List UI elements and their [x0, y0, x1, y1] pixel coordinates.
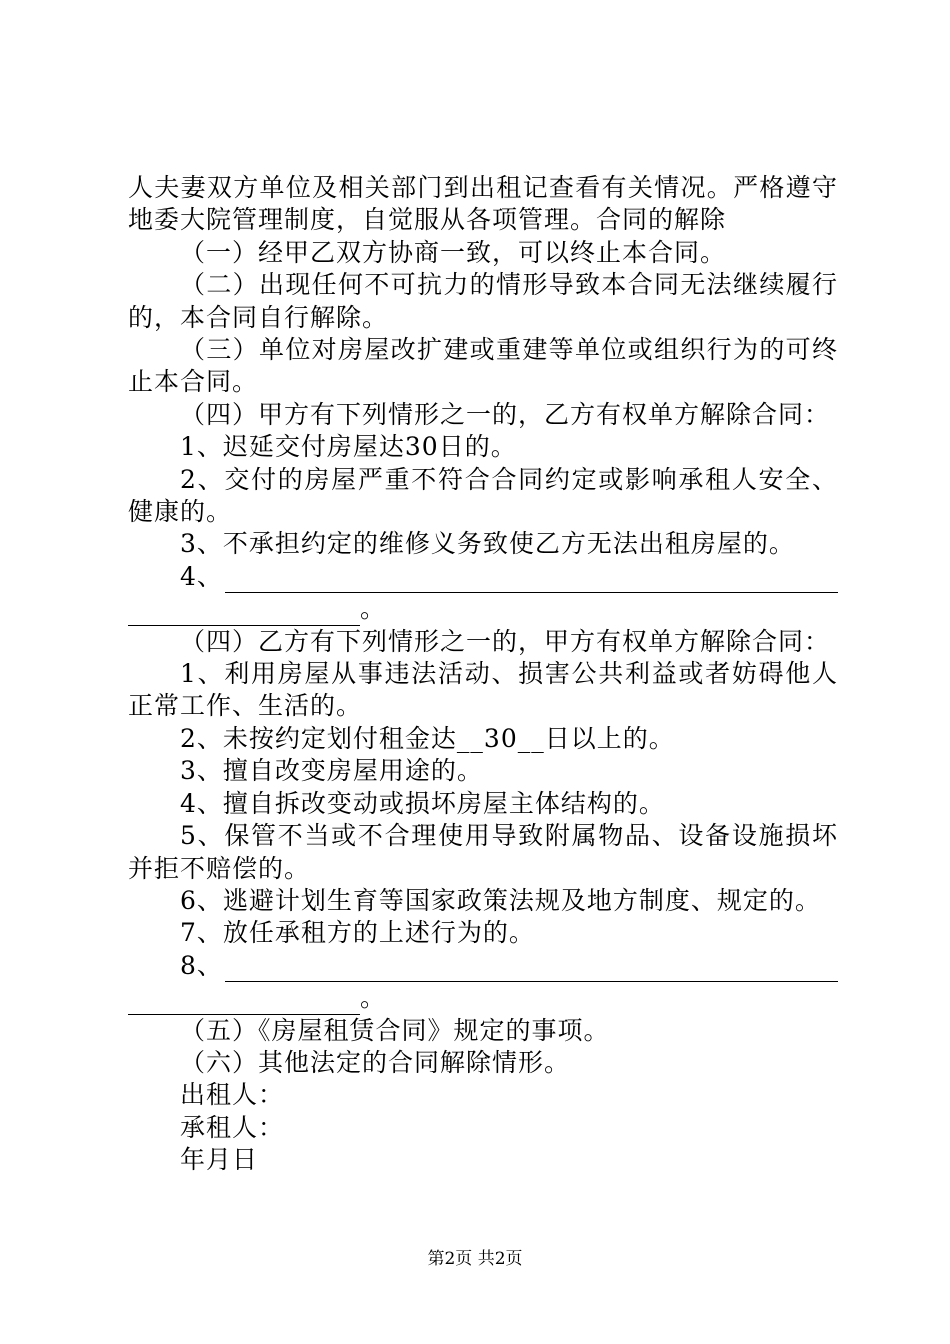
item-b-2-days: __30__ — [456, 723, 545, 753]
item-b-7: 7、放任承租方的上述行为的。 — [180, 918, 535, 948]
lessee-signature-label: 承租人： — [180, 1112, 285, 1142]
contract-body — [128, 172, 838, 1177]
item-a-4-period: 。 — [360, 594, 387, 624]
item-a-4-blank — [225, 570, 838, 593]
paragraph-inspection: 人夫妻双方单位及相关部门到出租记查看有关情况。严格遵守地委大院管理制度，自觉服从各项管理。合同的解除 — [128, 173, 838, 235]
item-b-8-continued — [128, 982, 838, 1014]
clause-4-party-a: （四）甲方有下列情形之一的，乙方有权单方解除合同： — [180, 399, 831, 429]
clause-3: （三）单位对房屋改扩建或重建等单位或组织行为的可终止本合同。 — [128, 335, 838, 397]
item-b-4: 4、擅自拆改变动或损坏房屋主体结构的。 — [180, 788, 665, 818]
item-a-1: 1、迟延交付房屋达30日的。 — [180, 432, 517, 462]
item-a-4-label: 4、 — [180, 561, 223, 591]
item-b-8 — [180, 950, 838, 982]
item-b-2-post: 日以上的。 — [544, 723, 675, 753]
item-b-8-period: 。 — [360, 983, 387, 1013]
item-b-5: 5、保管不当或不合理使用导致附属物品、设备设施损坏并拒不赔偿的。 — [128, 821, 838, 883]
item-b-3: 3、擅自改变房屋用途的。 — [180, 756, 483, 786]
item-b-8-blank — [225, 959, 838, 982]
date-label: 年月日 — [180, 1145, 259, 1175]
item-a-3: 3、不承担约定的维修义务致使乙方无法出租房屋的。 — [180, 529, 795, 559]
lessor-signature-label: 出租人： — [180, 1080, 285, 1110]
page-footer: 第2页 共2页 — [427, 1249, 523, 1269]
clause-2: （二）出现任何不可抗力的情形导致本合同无法继续履行的，本合同自行解除。 — [128, 270, 838, 332]
item-a-4 — [180, 561, 838, 593]
item-b-6: 6、逃避计划生育等国家政策法规及地方制度、规定的。 — [180, 885, 821, 915]
item-b-8-blank-end — [128, 992, 360, 1015]
clause-1: （一）经甲乙双方协商一致，可以终止本合同。 — [180, 237, 727, 267]
item-b-8-label: 8、 — [180, 950, 223, 980]
item-b-2-pre: 2、未按约定划付租金达 — [180, 723, 457, 753]
item-b-1: 1、利用房屋从事违法活动、损害公共利益或者妨碍他人正常工作、生活的。 — [128, 659, 838, 721]
item-a-4-blank-end — [128, 603, 360, 626]
item-a-2: 2、交付的房屋严重不符合合同约定或影响承租人安全、健康的。 — [128, 464, 838, 527]
clause-4-party-b: （四）乙方有下列情形之一的，甲方有权单方解除合同： — [180, 626, 831, 656]
item-b-2 — [128, 723, 838, 755]
clause-5: （五）《房屋租赁合同》规定的事项。 — [180, 1015, 610, 1045]
clause-6: （六）其他法定的合同解除情形。 — [180, 1047, 571, 1077]
item-a-4-continued — [128, 593, 838, 625]
